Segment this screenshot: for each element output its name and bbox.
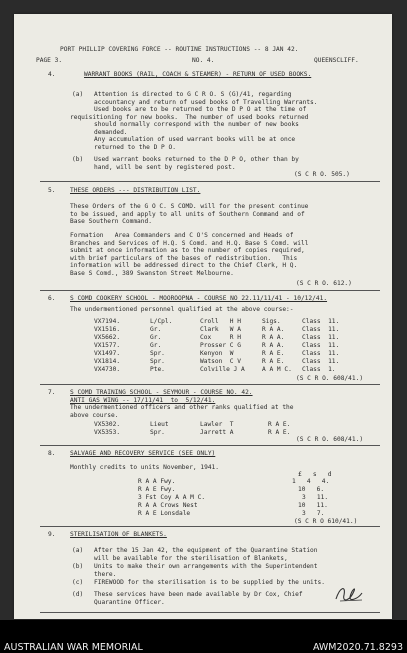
class: Class 1. <box>302 366 336 373</box>
person-name: Colville J A <box>200 366 245 373</box>
class: Class 11. <box>302 326 340 333</box>
archive-name: AUSTRALIAN WAR MEMORIAL <box>4 642 143 653</box>
archive-footer <box>0 620 407 653</box>
paragraph-line: information will be addressed direct to the Chief Clerk, H Q. <box>70 262 298 269</box>
paragraph-line: returned to the D P O. <box>94 143 176 151</box>
paragraph-line: FIREWOOD for the sterilisation is to be supplied by the units. <box>94 579 325 586</box>
section-subheading: ANTI GAS WING -- 17/11/41 to 5/12/41. <box>70 396 216 404</box>
section-divider <box>40 445 380 446</box>
section-heading: THESE ORDERS --- DISTRIBUTION LIST. <box>70 187 201 194</box>
amount: 10 6. <box>298 486 325 493</box>
class: Class 11. <box>302 342 340 349</box>
amount: 10 11. <box>298 502 328 509</box>
section-heading: STERILISATION OF BLANKETS. <box>70 531 167 538</box>
rank: Gr. <box>150 334 162 341</box>
unit: R A A Crows Nest <box>138 502 198 509</box>
reference: (S C R O. 505.) <box>294 171 350 178</box>
paragraph-line: submit at once information as to the number of copies required, <box>70 247 305 254</box>
service-number: VX1497. <box>94 350 121 357</box>
unit: R A E. <box>268 429 291 436</box>
item-mark: (d) <box>72 591 84 598</box>
unit: R A E Fwy. <box>138 486 176 493</box>
section-divider <box>40 526 380 527</box>
service-number: VX5302. <box>94 421 121 428</box>
service-number: VX1814. <box>94 358 121 365</box>
item-mark: (b) <box>72 563 84 570</box>
paragraph-line: will be available for the sterilisation of Blankets, <box>94 554 288 562</box>
document-page <box>14 14 392 619</box>
rank: Spr. <box>150 350 165 357</box>
paragraph-line: Used books are to be returned to the D P O at the time of <box>94 106 307 113</box>
section-heading: SALVAGE AND RECOVERY SERVICE (SEE ONLY) <box>70 450 216 457</box>
paragraph-line: After the 15 Jan 42, the equipment of the Quarantine Station <box>94 547 318 554</box>
paragraph-line: The undermentioned personnel qualified at the above course:- <box>70 306 294 313</box>
class: Class 11. <box>302 350 340 357</box>
paragraph-line: demanded. <box>94 128 128 136</box>
paragraph-line: hand, will be sent by registered post. <box>94 163 236 171</box>
rank: L/Cpl. <box>150 318 173 325</box>
section-number: 5. <box>48 187 56 194</box>
unit: R A E Lonsdale <box>138 510 191 517</box>
section-number: 7. <box>48 389 56 396</box>
person-name: Kenyon W <box>200 350 234 357</box>
paragraph-line: there. <box>94 570 117 578</box>
paragraph-line: Monthly credits to units November, 1941. <box>70 464 220 471</box>
unit: R A A Fwy. <box>138 478 176 485</box>
rank: Pte. <box>150 366 165 373</box>
place-name: QUEENSCLIFF. <box>314 57 359 64</box>
page-bottom-rule <box>40 612 380 613</box>
reference: (S C R O. 612.) <box>296 280 352 287</box>
section-number: 9. <box>48 531 56 538</box>
person-name: Jarrett A <box>200 429 234 436</box>
unit: R A A. <box>262 342 285 349</box>
section-heading: S COMD TRAINING SCHOOL - SEYMOUR - COURSE NO. 42. <box>70 389 253 396</box>
rank: Gr. <box>150 326 162 333</box>
unit: R A A. <box>262 326 285 333</box>
unit: Sigs. <box>262 318 281 325</box>
paragraph-line: Formation Area Commanders and C O'S concerned and Heads of <box>70 232 294 239</box>
item-mark: (a) <box>72 547 84 554</box>
paragraph-line: to be issued, and apply to all units of Southern Command and of <box>70 210 305 218</box>
instruction-number: NO. 4. <box>192 57 215 64</box>
paragraph-line: above course. <box>70 411 119 419</box>
amount: 3 7. <box>302 510 325 517</box>
class: Class 11. <box>302 358 340 365</box>
section-number: 8. <box>48 450 56 457</box>
service-number: VX1577. <box>94 342 121 349</box>
handwritten-signature <box>332 583 366 605</box>
unit: 3 Fst Coy A A M C. <box>138 494 206 501</box>
reference: (S C R O. 608/41.) <box>296 436 364 443</box>
currency-headings: £ s d <box>298 471 332 478</box>
page-number: PAGE 3. <box>36 57 63 64</box>
item-mark: (c) <box>72 579 84 586</box>
paragraph-line: Base Southern Command. <box>70 218 152 225</box>
section-number: 6. <box>48 295 56 302</box>
archive-reference: AWM2020.71.8293 <box>312 642 403 653</box>
paragraph-line: requisitioning for new books. The number of used books returned <box>70 113 309 121</box>
section-heading: S COMD COOKERY SCHOOL - MOOROOPNA - COURSE NO 22.11/11/41 - 10/12/41. <box>70 295 328 302</box>
item-mark: (b) <box>72 156 84 163</box>
paragraph-line: with brief particulars of the bases of redistribution. This <box>70 254 298 262</box>
rank: Spr. <box>150 358 165 365</box>
paragraph-line: Attention is directed to G C R O. S (G)/41, regarding <box>94 91 292 98</box>
class: Class 11. <box>302 318 340 325</box>
rank: Lieut <box>150 421 169 428</box>
unit: R A E. <box>268 421 291 428</box>
section-heading: WARRANT BOOKS (RAIL, COACH & STEAMER) - RETURN OF USED BOOKS. <box>84 71 312 78</box>
unit: R A E. <box>262 350 285 357</box>
paragraph-line: Quarantine Officer. <box>94 598 165 606</box>
person-name: Watson C V <box>200 358 241 365</box>
section-divider <box>40 290 380 291</box>
person-name: Cox R H <box>200 334 241 341</box>
service-number: VX5353. <box>94 429 121 436</box>
amount: 1 4 4. <box>292 478 330 485</box>
paragraph-line: These Orders of the G O C. S COMD. will for the present continue <box>70 203 309 210</box>
amount: 3 11. <box>302 494 329 501</box>
unit: R A A. <box>262 334 285 341</box>
paragraph-line: Used warrant books returned to the D P O, other than by <box>94 156 299 163</box>
paragraph-line: accountancy and return of used books of Travelling Warrants. <box>94 98 318 106</box>
service-number: VX5662. <box>94 334 121 341</box>
service-number: VX7194. <box>94 318 121 325</box>
paragraph-line: Base S Comd., 389 Swanston Street Melbourne. <box>70 269 234 277</box>
page-title: PORT PHILLIP COVERING FORCE -- ROUTINE INSTRUCTIONS -- 8 JAN 42. <box>60 46 299 53</box>
person-name: Prosser C G <box>200 342 241 349</box>
paragraph-line: should normally correspond with the number of new books <box>94 121 299 128</box>
service-number: VX1516. <box>94 326 121 333</box>
paragraph-line: Units to make their own arrangements with the Superintendent <box>94 563 318 570</box>
section-divider <box>40 384 380 385</box>
section-number: 4. <box>48 71 56 78</box>
reference: (S C R O 610/41.) <box>294 518 358 525</box>
item-mark: (a) <box>72 91 84 98</box>
rank: Gr. <box>150 342 162 349</box>
rank: Spr. <box>150 429 165 436</box>
unit: A A M C. <box>262 366 292 373</box>
paragraph-line: Any accumulation of used warrant books will be at once <box>94 136 296 143</box>
reference: (S C R O. 608/41.) <box>296 375 364 382</box>
paragraph-line: The undermentioned officers and other ranks qualified at the <box>70 404 294 411</box>
service-number: VX4730. <box>94 366 121 373</box>
person-name: Croll H H <box>200 318 241 325</box>
class: Class 11. <box>302 334 340 341</box>
paragraph-line: Branches and Services of H.Q. S Comd. and H.Q. Base S Comd. will <box>70 239 309 247</box>
section-divider <box>40 181 380 182</box>
unit: R A E. <box>262 358 285 365</box>
person-name: Clark W A <box>200 326 241 333</box>
person-name: Lawler T <box>200 421 234 428</box>
paragraph-line: These services have been made available by Dr Cox, Chief <box>94 591 303 598</box>
